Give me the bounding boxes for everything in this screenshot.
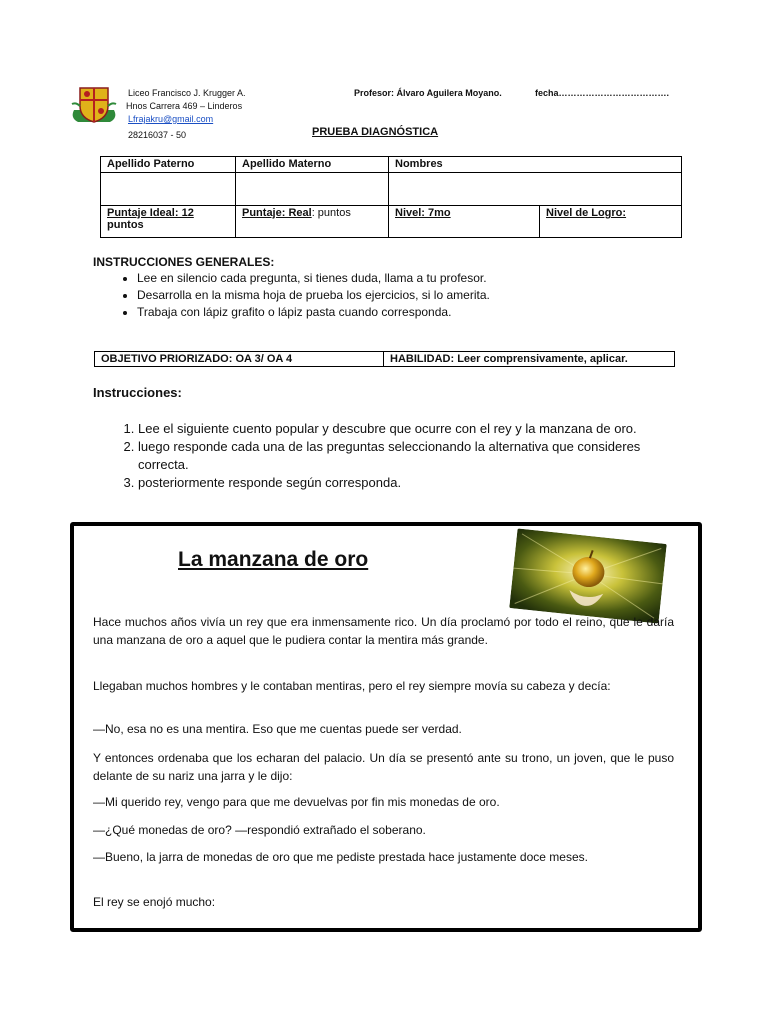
story-paragraph: —No, esa no es una mentira. Eso que me cuentas puede ser verdad.	[93, 722, 462, 736]
list-item: 3. posteriormente responde según corresponda.	[138, 474, 678, 492]
school-code: 28216037 - 50	[128, 130, 187, 140]
test-title: PRUEBA DIAGNÓSTICA	[312, 126, 439, 138]
puntaje-ideal-cell	[101, 206, 236, 238]
nivel-logro-cell[interactable]	[540, 206, 682, 238]
list-item: • Trabaja con lápiz grafito o lápiz pasta cuando corresponda.	[137, 304, 697, 321]
story-paragraph: Llegaban muchos hombres y le contaban mentiras, pero el rey siempre movía su cabeza y decía:	[93, 679, 611, 693]
general-instructions-title: INSTRUCCIONES GENERALES:	[93, 255, 275, 269]
apellido-materno-field[interactable]	[236, 173, 389, 206]
nivel-label: Nivel: 7mo	[395, 207, 451, 219]
list-item: 1. Lee el siguiente cuento popular y descubre que ocurre con el rey y la manzana de oro.	[138, 420, 678, 438]
list-item: 2. luego responde cada una de las preguntas seleccionando la alternativa que consideres correcta.	[138, 438, 678, 474]
story-paragraph: Hace muchos años vivía un rey que era inmensamente rico. Un día proclamó por todo el reino, que le daría una manzana de oro a aquel que le pudiera contar la mentira más grande.	[93, 615, 674, 647]
school-address: Hnos Carrera 469 – Linderos	[126, 101, 243, 111]
story-paragraph: El rey se enojó mucho:	[93, 895, 216, 909]
story-paragraph: Y entonces ordenaba que los echaran del palacio. Un día se presentó ante su trono, un joven, que le puso delante de su nariz una jarra y le dijo:	[93, 751, 674, 783]
col-apellido-materno: Apellido Materno	[236, 157, 389, 173]
list-item: • Lee en silencio cada pregunta, si tienes duda, llama a tu profesor.	[137, 270, 697, 287]
puntaje-ideal-unit: puntos	[107, 219, 144, 231]
student-info-table	[100, 156, 682, 238]
puntaje-real-label: Puntaje: Real	[242, 207, 312, 219]
school-name: Liceo Francisco J. Krugger A.	[128, 88, 246, 98]
story-paragraph: —¿Qué monedas de oro? —respondió extrañado el soberano.	[93, 823, 426, 837]
teacher-name: Profesor: Álvaro Aguilera Moyano.	[354, 88, 502, 98]
col-nombres: Nombres	[389, 157, 682, 173]
general-instructions-list	[93, 270, 697, 321]
instructions-list	[93, 420, 678, 492]
story-title: La manzana de oro	[178, 548, 369, 571]
list-item: • Desarrolla en la misma hoja de prueba los ejercicios, si lo amerita.	[137, 287, 697, 304]
nivel-cell	[389, 206, 540, 238]
school-email[interactable]: Lfrajakru@gmail.com	[128, 114, 214, 124]
objetivo-cell: OBJETIVO PRIORIZADO: OA 3/ OA 4	[95, 352, 384, 367]
puntaje-real-cell[interactable]	[236, 206, 389, 238]
col-apellido-paterno: Apellido Paterno	[101, 157, 236, 173]
story-paragraph: —Mi querido rey, vengo para que me devuelvas por fin mis monedas de oro.	[93, 795, 500, 809]
habilidad-cell: HABILIDAD: Leer comprensivamente, aplicar.	[384, 352, 675, 367]
instructions-title: Instrucciones:	[93, 385, 182, 400]
story-paragraph: —Bueno, la jarra de monedas de oro que me pediste prestada hace justamente doce meses.	[93, 850, 588, 864]
date-field: fecha……………………………….	[535, 88, 670, 98]
nombres-field[interactable]	[389, 173, 682, 206]
golden-apple-image	[509, 528, 667, 623]
objective-table	[94, 351, 675, 367]
puntaje-real-suffix: : puntos	[311, 207, 351, 219]
puntaje-ideal-label: Puntaje Ideal: 12	[107, 207, 194, 219]
nivel-logro-label: Nivel de Logro:	[546, 207, 627, 219]
apellido-paterno-field[interactable]	[101, 173, 236, 206]
school-info	[128, 87, 246, 142]
school-crest-icon	[70, 84, 118, 126]
